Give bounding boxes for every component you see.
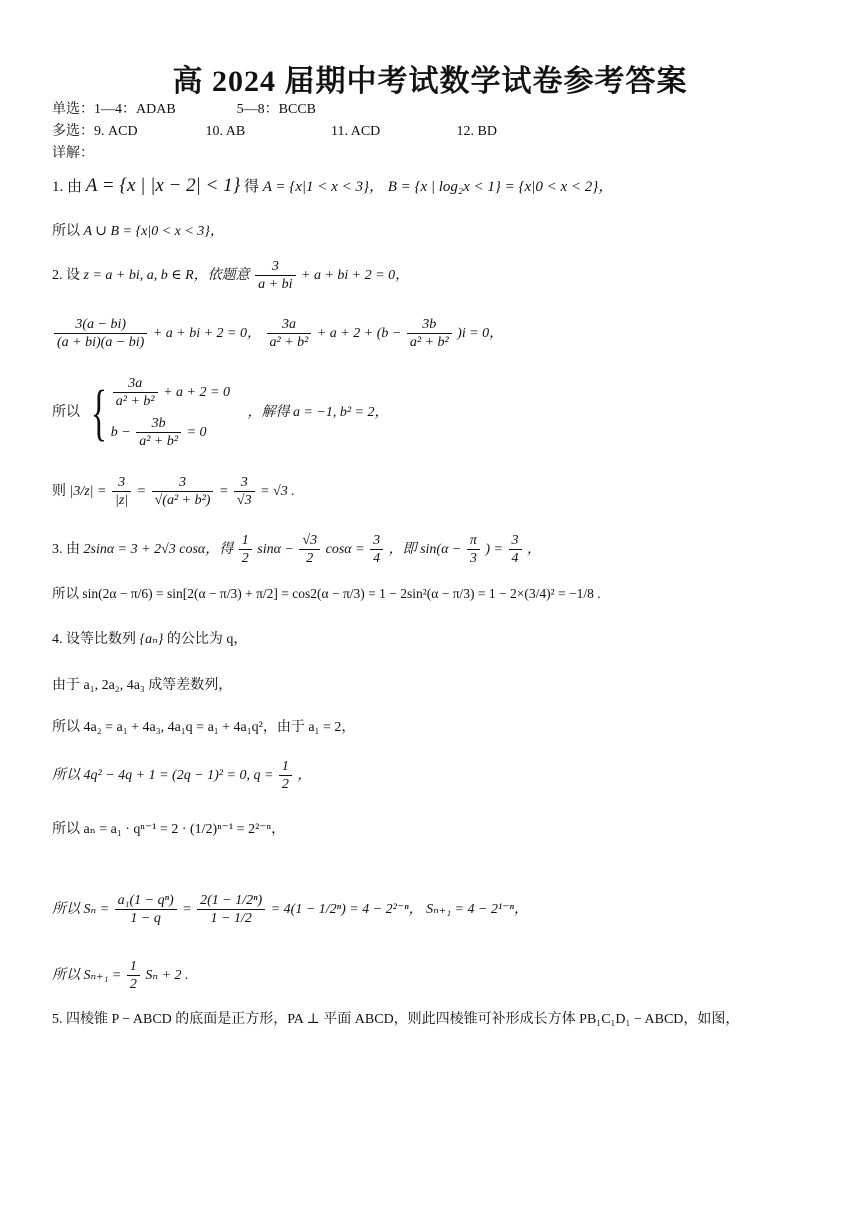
- q4-line-2: 由于 a₁, 2a₂, 4a₃ 成等差数列，: [52, 678, 233, 693]
- q4-line-4: 所以 4q² − 4q + 1 = (2q − 1)² = 0, q = $\frac{1}{2}$ ，: [52, 759, 312, 793]
- q1-set-a-def: A = {x | |x − 2| < 1}: [85, 175, 241, 196]
- multi-choice-11: 11. ACD: [331, 124, 381, 139]
- q3-line-1: 3. 由 2sinα = 3 + 2√3 cosα，得 $\frac{1}{2}$ sinα − $\frac{√3}{2}$ cosα = $\frac{3}{4}$ ，即 sin(α − $\frac{\pi}{3}$ ) = $\frac{3}{4}$ ，: [52, 533, 541, 567]
- q4-line-3: 所以 4a₂ = a₁ + 4a₃, 4a₁q = a₁ + 4a₁q²，由于 a₁ = 2，: [52, 720, 356, 735]
- left-brace-icon: {: [90, 378, 107, 447]
- q4-line-5: 所以 aₙ = a₁ · qⁿ⁻¹ = 2 · (1/2)ⁿ⁻¹ = 2²⁻ⁿ，: [52, 822, 286, 837]
- page-title: 高 2024 届期中考试数学试卷参考答案: [172, 65, 688, 98]
- q1-set-b: B = {x | log₂x < 1} = {x|0 < x < 2}，: [387, 179, 614, 195]
- q2-line-2: [52, 312, 503, 356]
- q2-mod-frac-1: $\frac{3}{|z|}$: [112, 474, 131, 509]
- q2-solution: ，解得 a = −1, b² = 2，: [247, 405, 389, 420]
- q2-fraction-3: $\frac{3a}{\text{a² + b²}}$: [267, 316, 312, 351]
- q2-line-1: [52, 256, 409, 296]
- q2-modulus-prefix: 则: [52, 484, 66, 499]
- q2-prefix: 2. 设: [52, 268, 80, 283]
- q2-line-2-mid: + a + 2 + (b −: [316, 326, 402, 341]
- q2-system: [52, 368, 389, 458]
- q3-prefix: 3. 由: [52, 542, 80, 557]
- q2-line-2-end: )i = 0，: [457, 326, 504, 341]
- q1-line-1: [52, 176, 613, 197]
- q2-equation-2: b − $\frac{3b}{\text{a² + b²}}$ = 0: [110, 416, 207, 450]
- q3-given: 2sinα = 3 + 2√3 cosα，得: [83, 542, 234, 557]
- q2-equation-1: $\frac{3a}{\text{a² + b²}}$ + a + 2 = 0: [111, 373, 230, 413]
- q1-set-a: A = {x|1 < x < 3}，: [262, 179, 384, 195]
- multi-choice-9: 多选：9. ACD: [52, 124, 138, 139]
- q4-ratio: 的公比为 q，: [166, 632, 248, 647]
- q2-setup: z = a + bi, a, b ∈ R，依题意: [83, 268, 250, 283]
- q2-system-prefix: 所以: [52, 405, 80, 420]
- q4-prefix: 4. 设等比数列: [52, 632, 136, 647]
- single-choice-5-8: 5—8：BCCB: [236, 102, 317, 117]
- q1-union: A ∪ B = {x|0 < x < 3}，: [83, 224, 224, 239]
- q2-fraction-2: $\frac{3(a - bi)}{(a + bi)(a - bi)}$: [54, 316, 147, 351]
- q4-line-7: 所以 Sₙ₊₁ = $\frac{1}{2}$ Sₙ + 2 .: [52, 959, 189, 993]
- q2-modulus-result: = √3 .: [260, 484, 295, 499]
- q2-modulus: 则 |3/z| = $\frac{3}{|z|}$ = $\frac{3}{\text{√(a² + b²)}}$ = $\frac{3}{√3}$ = √3 .: [52, 475, 295, 509]
- single-choice-answers: [52, 100, 316, 120]
- q2-line-2-tail: + a + bi + 2 = 0，: [152, 326, 262, 341]
- q1-line-2-prefix: 所以: [52, 224, 80, 239]
- q2-fraction-4: $\frac{3b}{\text{a² + b²}}$: [407, 316, 452, 351]
- multi-choice-10: 10. AB: [205, 124, 246, 139]
- multi-choice-answers: [52, 122, 497, 142]
- q2-mod-frac-3: $\frac{3}{√3}$: [234, 474, 255, 509]
- q4-sequence: {aₙ}: [139, 632, 164, 647]
- single-choice-1-4: 单选：1—4：ADAB: [52, 102, 176, 117]
- q2-modulus-expr: |3/z|: [69, 484, 94, 499]
- multi-choice-12: 12. BD: [456, 124, 497, 139]
- q2-line-1-tail: + a + bi + 2 = 0，: [301, 268, 410, 283]
- q1-mid: 得: [243, 179, 259, 195]
- q1-prefix: 1. 由: [52, 179, 83, 195]
- q3-line-2: 所以 sin(2α − π/6) = sin[2(α − π/3) + π/2] = cos2(α − π/3) = 1 − 2sin²(α − π/3) = 1 − 2×(3/4)² = −1/8 .: [52, 586, 601, 601]
- q2-equation-system: [111, 373, 230, 453]
- q4-line-6: 所以 Sₙ = $\frac{\text{a₁(1 − qⁿ)}}{1 - q}$ = $\frac{\text{2(1 − 1/2ⁿ)}}{1 - 1/2}$ = 4(1 − 1/2ⁿ) = 4 − 2²⁻ⁿ， Sₙ₊₁ = 4 − 2¹⁻ⁿ，: [52, 893, 528, 927]
- detail-heading: 详解：: [52, 146, 94, 161]
- q2-mod-frac-2: $\frac{3}{\text{√(a² + b²)}}$: [152, 474, 214, 509]
- q1-line-2: [52, 222, 224, 242]
- q4-line-1: [52, 630, 247, 650]
- q5-line-1: 5. 四棱锥 P − ABCD 的底面是正方形，PA ⊥ 平面 ABCD，则此四棱锥可补形成长方体 PB₁C₁D₁ − ABCD，如图，: [52, 1012, 740, 1027]
- q2-fraction-1: $\frac{3}{a + bi}$: [255, 258, 295, 293]
